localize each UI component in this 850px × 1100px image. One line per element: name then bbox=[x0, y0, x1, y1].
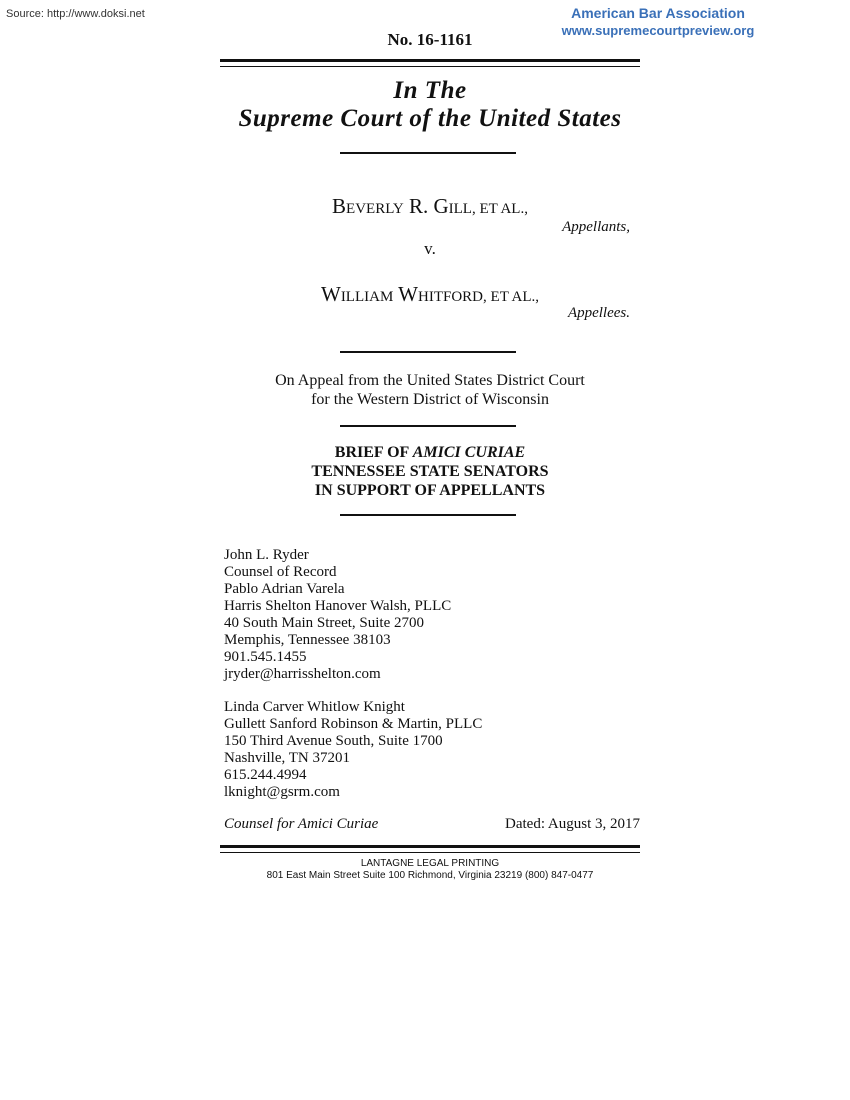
respondent-name bbox=[220, 282, 640, 307]
brief-prefix: BRIEF OF bbox=[334, 444, 413, 461]
counsel-line: Linda Carver Whitlow Knight bbox=[224, 699, 405, 715]
respondent-middle: W bbox=[393, 282, 419, 306]
counsel-line: Harris Shelton Hanover Walsh, PLLC bbox=[224, 598, 452, 614]
brief-line-1 bbox=[220, 443, 640, 462]
respondent-etal: , ET AL., bbox=[483, 289, 540, 305]
counsel-block-1 bbox=[224, 547, 451, 683]
counsel-email[interactable]: jryder@harrisshelton.com bbox=[224, 666, 381, 682]
printer-info bbox=[200, 858, 660, 882]
brief-line-2: TENNESSEE STATE SENATORS bbox=[311, 463, 549, 480]
divider bbox=[340, 351, 516, 353]
counsel-line: 901.545.1455 bbox=[224, 649, 307, 665]
divider bbox=[340, 514, 516, 516]
respondent-sc: ILLIAM bbox=[340, 289, 394, 305]
counsel-line: John L. Ryder bbox=[224, 547, 309, 563]
brief-line-3: IN SUPPORT OF APPELLANTS bbox=[314, 482, 546, 499]
petitioner-etal: , ET AL., bbox=[471, 201, 528, 217]
counsel-line: Counsel of Record bbox=[224, 564, 337, 580]
appeal-line-1: On Appeal from the United States District Court bbox=[275, 372, 585, 389]
counsel-line: 150 Third Avenue South, Suite 1700 bbox=[224, 733, 443, 749]
counsel-email[interactable]: lknight@gsrm.com bbox=[224, 784, 340, 800]
appeal-statement bbox=[220, 371, 640, 409]
date-line: Dated: August 3, 2017 bbox=[505, 816, 640, 832]
aba-name: American Bar Association bbox=[571, 5, 745, 21]
printer-name: LANTAGNE LEGAL PRINTING bbox=[360, 858, 500, 869]
counsel-for: Counsel for Amici Curiae bbox=[224, 816, 379, 832]
petitioner-initial: B bbox=[332, 194, 347, 218]
petitioner-name bbox=[220, 194, 640, 219]
counsel-line: 615.244.4994 bbox=[224, 767, 307, 783]
counsel-line: Gullett Sanford Robinson & Martin, PLLC bbox=[224, 716, 483, 732]
court-line-2: Supreme Court of the United States bbox=[238, 105, 622, 132]
respondent-initial: W bbox=[320, 282, 341, 306]
source-note: Source: http://www.doksi.net bbox=[6, 8, 145, 20]
printer-address: 801 East Main Street Suite 100 Richmond, Virginia 23219 (800) 847-0477 bbox=[266, 870, 594, 881]
respondent-role: Appellees. bbox=[567, 305, 630, 321]
court-line-1: In The bbox=[393, 77, 467, 104]
divider bbox=[340, 152, 516, 154]
petitioner-middle: R. G bbox=[403, 194, 449, 218]
counsel-line: Pablo Adrian Varela bbox=[224, 581, 345, 597]
counsel-line: Memphis, Tennessee 38103 bbox=[224, 632, 391, 648]
counsel-line: Nashville, TN 37201 bbox=[224, 750, 350, 766]
brief-italic: AMICI CURIAE bbox=[412, 444, 526, 461]
appeal-line-2: for the Western District of Wisconsin bbox=[311, 391, 549, 408]
petitioner-sc2: ILL bbox=[448, 201, 472, 217]
double-rule-bottom bbox=[220, 845, 640, 853]
aba-url[interactable]: www.supremecourtpreview.org bbox=[561, 23, 755, 38]
counsel-line: 40 South Main Street, Suite 2700 bbox=[224, 615, 424, 631]
respondent-sc2: HITFORD bbox=[418, 289, 484, 305]
docket-number: No. 16-1161 bbox=[387, 30, 473, 49]
double-rule-top bbox=[220, 59, 640, 67]
petitioner-role: Appellants, bbox=[562, 219, 630, 235]
versus: v. bbox=[424, 239, 436, 258]
counsel-block-2 bbox=[224, 699, 482, 801]
divider bbox=[340, 425, 516, 427]
petitioner-sc: EVERLY bbox=[346, 201, 404, 217]
brief-title bbox=[220, 443, 640, 500]
